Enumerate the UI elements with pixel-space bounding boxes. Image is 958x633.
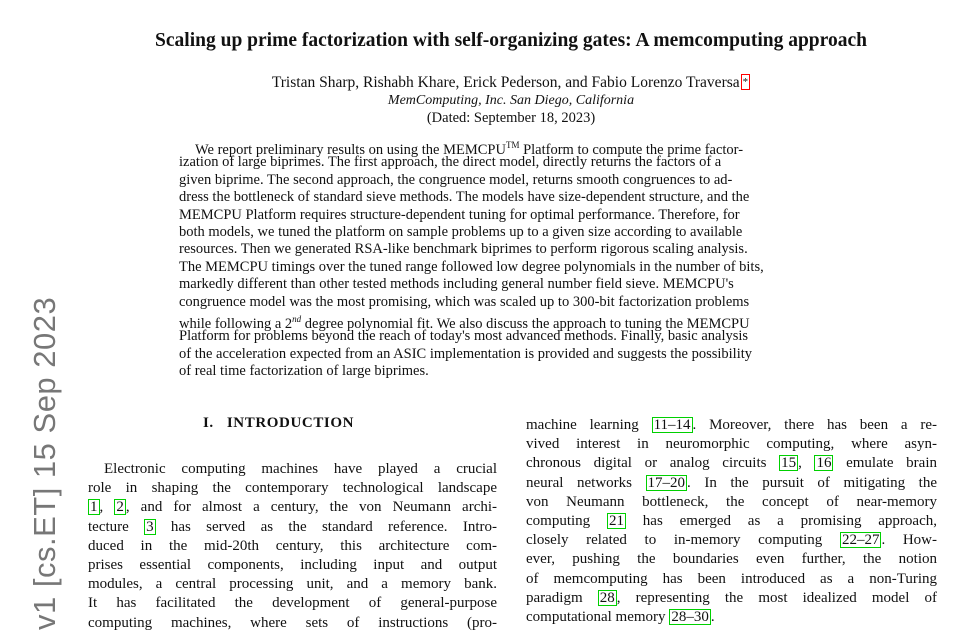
section-heading [203, 415, 354, 432]
paragraph-line: tecture 3 has served as the standard reference. Intro- [88, 518, 497, 535]
paragraph-line: modules, a central processing unit, and a memory bank. [88, 576, 497, 593]
abstract [179, 137, 844, 380]
abstract-line: Platform for problems beyond the reach of today's most advanced methods. Finally, basic analysis [179, 328, 749, 345]
paragraph-line: It has facilitated the development of general-purpose [88, 595, 497, 612]
paragraph-line: Electronic computing machines have played a crucial [104, 461, 497, 477]
citation-link[interactable]: 21 [608, 512, 624, 529]
paragraph-line: role in shaping the contemporary technological landscape [88, 480, 497, 497]
citation-link[interactable]: 16 [816, 455, 832, 472]
abstract-line: both models, we tuned the platform on sample problems up to a given size according to available [179, 223, 743, 240]
paper-title: Scaling up prime factorization with self-organizing gates: A memcomputing approach [155, 30, 867, 51]
abstract-line: dress the bottleneck of standard sieve methods. The models have size-dependent structure, and the [179, 189, 750, 206]
paragraph-line: chronous digital or analog circuits 15 , 16 emulate brain [526, 455, 937, 472]
abstract-line: We report preliminary results on using the MEMCPU™ Platform to compute the prime factor- [195, 140, 744, 158]
right-column-text [526, 416, 937, 627]
citation-link[interactable]: 2 [116, 499, 124, 516]
paragraph-line: closely related to in-memory computing 22–27 . How- [526, 532, 937, 549]
paragraph-line: prises essential components, including input and output [88, 556, 497, 573]
citation-link[interactable]: 1 [90, 499, 98, 516]
paragraph-line: duced in the mid-20th century, this architecture com- [88, 537, 497, 554]
paragraph-line: 1 , 2 , and for almost a century, the von Neumann archi- [90, 499, 498, 516]
paragraph-line: von Neumann bottleneck, the concept of near-memory [526, 493, 937, 510]
paragraph-line: neural networks 17–20 . In the pursuit of mitigating the [526, 474, 937, 491]
abstract-line: given biprime. The second approach, the congruence model, returns smooth congruences to ad- [179, 171, 733, 188]
paragraph-line: machine learning 11–14 . Moreover, there has been a re- [526, 417, 937, 433]
abstract-line: ization of large biprimes. The first approach, the direct model, directly returns the factors of a [179, 154, 722, 171]
paragraph-line: computing machines, where sets of instructions (pro- [88, 614, 497, 631]
date-line: (Dated: September 18, 2023) [426, 110, 596, 126]
citation-link[interactable]: 28–30 [671, 608, 709, 625]
arxiv-sidebar-stamp: v1 [cs.ET] 15 Sep 2023 [27, 296, 62, 630]
paragraph-line: ever, pushing the boundaries even further, the notion [526, 551, 937, 568]
abstract-line: The MEMCPU timings over the tuned range followed low degree polynomials in the number of bits, [179, 258, 764, 275]
author-names: Tristan Sharp, Rishabh Khare, Erick Pederson, and Fabio Lorenzo Traversa [271, 74, 740, 91]
abstract-line: while following a 2nd degree polynomial fit. We also discuss the approach to tuning the MEMCPU [179, 313, 750, 332]
paragraph-line: computational memory 28–30 . [526, 608, 715, 625]
trademark-superscript: TM [505, 140, 520, 150]
paragraph-line: paradigm 28 , representing the most idealized model of [526, 589, 937, 606]
section-number: I. [203, 415, 214, 431]
author-footnote-link[interactable]: * [742, 76, 749, 88]
paragraph-line: computing 21 has emerged as a promising approach, [526, 512, 937, 529]
citation-link[interactable]: 17–20 [647, 474, 686, 491]
ordinal-superscript: nd [292, 313, 302, 324]
left-column-text [88, 460, 497, 633]
citation-link[interactable]: 3 [146, 518, 154, 535]
paragraph-line: vived interest in neuromorphic computing, where asyn- [526, 436, 937, 453]
paragraph-line: of memcomputing has been introduced as a non-Turing [526, 570, 937, 587]
abstract-line: resources. Then we generated RSA-like benchmark biprimes to perform rigorous scaling analysis. [179, 241, 748, 258]
citation-link[interactable]: 11–14 [653, 417, 691, 433]
section-title: INTRODUCTION [226, 415, 355, 431]
abstract-line: of real time factorization of large biprimes. [179, 363, 429, 380]
citation-link[interactable]: 28 [599, 589, 615, 606]
abstract-line: MEMCPU Platform requires structure-dependent tuning for optimal performance. Therefore, for [179, 206, 740, 223]
abstract-line: of the acceleration expected from an ASIC implementation is provided and suggests the possibility [179, 345, 753, 362]
citation-link[interactable]: 15 [781, 455, 797, 472]
abstract-line: congruence model was the most promising, which was scaled up to 300-bit factorization problems [179, 293, 750, 310]
abstract-line: markedly different than other tested methods including general number field sieve. MEMCPU's [179, 276, 734, 293]
author-list [0, 74, 958, 92]
citation-link[interactable]: 22–27 [841, 532, 880, 549]
affiliation: MemComputing, Inc. San Diego, California [387, 93, 635, 108]
